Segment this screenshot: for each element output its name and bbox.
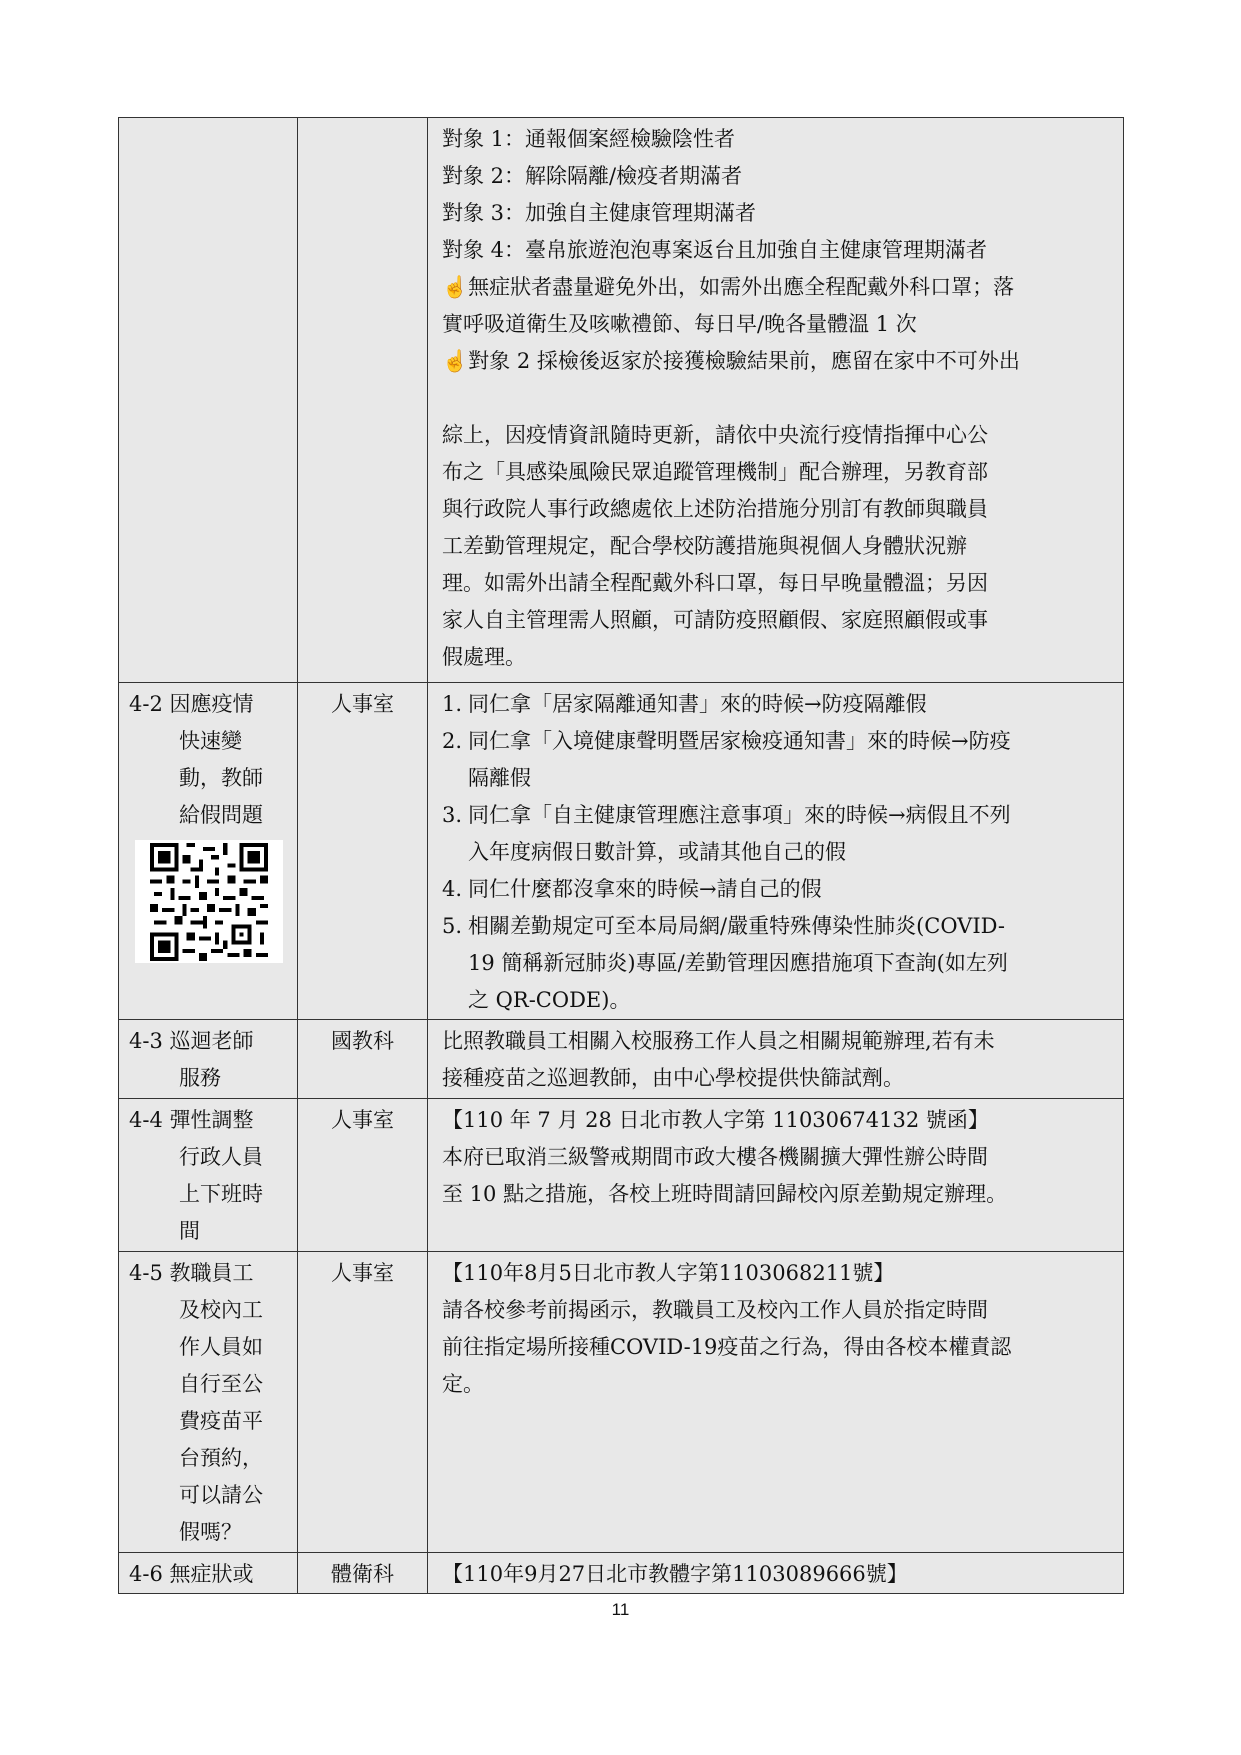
content-line: 假處理。 xyxy=(442,645,526,669)
list-item-number: 2. xyxy=(442,729,463,753)
topic-title: 4-2 因應疫情 xyxy=(129,692,254,716)
topic-line: 及校內工 xyxy=(179,1298,263,1322)
content-line: ☝無症狀者盡量避免外出，如需外出應全程配戴外科口罩；落 xyxy=(442,275,1015,299)
topic-line: 服務 xyxy=(179,1066,221,1090)
content-line: 比照教職員工相關入校服務工作人員之相關規範辦理,若有未 xyxy=(442,1029,995,1053)
regulations-table xyxy=(118,117,1124,1594)
list-item-text: 同仁拿「居家隔離通知書」來的時候→防疫隔離假 xyxy=(468,692,927,716)
dept-cell xyxy=(298,1252,428,1553)
dept-label: 國教科 xyxy=(331,1029,394,1053)
list-item xyxy=(442,797,1115,871)
topic-line: 行政人員 xyxy=(179,1145,263,1169)
dept-label: 人事室 xyxy=(331,1261,394,1285)
topic-line: 費疫苗平 xyxy=(179,1409,263,1433)
dept-cell xyxy=(298,683,428,1020)
topic-line: 快速變 xyxy=(179,729,242,753)
content-cell xyxy=(428,1553,1124,1594)
content-line: 理。如需外出請全程配戴外科口罩，每日早晚量體溫；另因 xyxy=(442,571,988,595)
dept-label: 體衛科 xyxy=(331,1562,394,1586)
table-row xyxy=(119,1252,1124,1553)
dept-cell xyxy=(298,118,428,683)
list-item-text: 同仁什麼都沒拿來的時候→請自己的假 xyxy=(468,877,822,901)
content-line: 至 10 點之措施，各校上班時間請回歸校內原差勤規定辦理。 xyxy=(442,1182,1008,1206)
topic-title: 4-5 教職員工 xyxy=(129,1261,254,1285)
topic-line: 給假問題 xyxy=(179,803,263,827)
list-item xyxy=(442,908,1115,1019)
list-item xyxy=(442,723,1115,797)
content-cell xyxy=(428,683,1124,1020)
list-item-text: 隔離假 xyxy=(468,766,531,790)
table-row xyxy=(119,683,1124,1020)
topic-line: 動，教師 xyxy=(179,766,263,790)
blank-line xyxy=(442,380,1115,417)
content-line: 對象 4：臺帛旅遊泡泡專案返台且加強自主健康管理期滿者 xyxy=(442,238,988,262)
list-item-text: 相關差勤規定可至本局局網/嚴重特殊傳染性肺炎(COVID- xyxy=(468,914,1005,938)
topic-line: 台預約， xyxy=(179,1446,263,1470)
content-line: 定。 xyxy=(442,1372,484,1396)
list-item-number: 1. xyxy=(442,692,463,716)
content-cell xyxy=(428,1252,1124,1553)
content-cell xyxy=(428,1099,1124,1252)
page-number: 11 xyxy=(611,1600,630,1619)
table-row xyxy=(119,1099,1124,1252)
list-item-text: 之 QR-CODE)。 xyxy=(468,988,631,1012)
topic-title: 4-6 無症狀或 xyxy=(129,1562,254,1586)
list-item-text: 同仁拿「入境健康聲明暨居家檢疫通知書」來的時候→防疫 xyxy=(468,729,1011,753)
content-line: 對象 2：解除隔離/檢疫者期滿者 xyxy=(442,164,743,188)
topic-cell xyxy=(119,1099,298,1252)
content-line: 本府已取消三級警戒期間市政大樓各機關擴大彈性辦公時間 xyxy=(442,1145,988,1169)
content-line: 前往指定場所接種COVID-19疫苗之行為，得由各校本權責認 xyxy=(442,1335,1012,1359)
list-item xyxy=(442,686,1115,723)
topic-cell xyxy=(119,683,298,1020)
content-cell xyxy=(428,118,1124,683)
topic-line: 間 xyxy=(179,1219,200,1243)
content-line: 家人自主管理需人照顧，可請防疫照顧假、家庭照顧假或事 xyxy=(442,608,988,632)
content-line: 請各校參考前揭函示，教職員工及校內工作人員於指定時間 xyxy=(442,1298,988,1322)
topic-cell xyxy=(119,1252,298,1553)
topic-line: 自行至公 xyxy=(179,1372,263,1396)
list-item-text: 同仁拿「自主健康管理應注意事項」來的時候→病假且不列 xyxy=(468,803,1011,827)
list-item-number: 3. xyxy=(442,803,463,827)
content-line: 【110 年 7 月 28 日北市教人字第 11030674132 號函】 xyxy=(442,1108,989,1132)
topic-line: 上下班時 xyxy=(179,1182,263,1206)
topic-cell xyxy=(119,118,298,683)
topic-cell xyxy=(119,1553,298,1594)
list-item-number: 4. xyxy=(442,877,463,901)
dept-cell xyxy=(298,1099,428,1252)
content-line: 工差勤管理規定，配合學校防護措施與視個人身體狀況辦 xyxy=(442,534,967,558)
content-line: 對象 1：通報個案經檢驗陰性者 xyxy=(442,127,736,151)
list-item-number: 5. xyxy=(442,914,463,938)
content-line: ☝對象 2 採檢後返家於接獲檢驗結果前，應留在家中不可外出 xyxy=(442,349,1020,373)
content-line: 布之「具感染風險民眾追蹤管理機制」配合辦理，另教育部 xyxy=(442,460,988,484)
list-item xyxy=(442,871,1115,908)
dept-label: 人事室 xyxy=(331,1108,394,1132)
list-item-text: 19 簡稱新冠肺炎)專區/差勤管理因應措施項下查詢(如左列 xyxy=(468,951,1008,975)
dept-cell xyxy=(298,1553,428,1594)
topic-line: 假嗎？ xyxy=(179,1520,242,1544)
list-item-text: 入年度病假日數計算，或請其他自己的假 xyxy=(468,840,846,864)
content-cell xyxy=(428,1020,1124,1099)
topic-line: 作人員如 xyxy=(179,1335,263,1359)
content-line: 【110年9月27日北市教體字第1103089666號】 xyxy=(442,1562,908,1586)
content-line: 【110年8月5日北市教人字第1103068211號】 xyxy=(442,1261,895,1285)
content-line: 對象 3：加強自主健康管理期滿者 xyxy=(442,201,757,225)
table-row xyxy=(119,1020,1124,1099)
content-line: 接種疫苗之巡迴教師，由中心學校提供快篩試劑。 xyxy=(442,1066,904,1090)
topic-title: 4-3 巡迴老師 xyxy=(129,1029,254,1053)
qr-code-icon xyxy=(135,840,283,963)
content-line: 綜上，因疫情資訊隨時更新，請依中央流行疫情指揮中心公 xyxy=(442,423,988,447)
table-row xyxy=(119,1553,1124,1594)
topic-cell xyxy=(119,1020,298,1099)
dept-label: 人事室 xyxy=(331,692,394,716)
table-row xyxy=(119,118,1124,683)
content-line: 與行政院人事行政總處依上述防治措施分別訂有教師與職員 xyxy=(442,497,988,521)
topic-line: 可以請公 xyxy=(179,1483,263,1507)
dept-cell xyxy=(298,1020,428,1099)
topic-title: 4-4 彈性調整 xyxy=(129,1108,254,1132)
content-line: 實呼吸道衛生及咳嗽禮節、每日早/晚各量體溫 1 次 xyxy=(442,312,917,336)
